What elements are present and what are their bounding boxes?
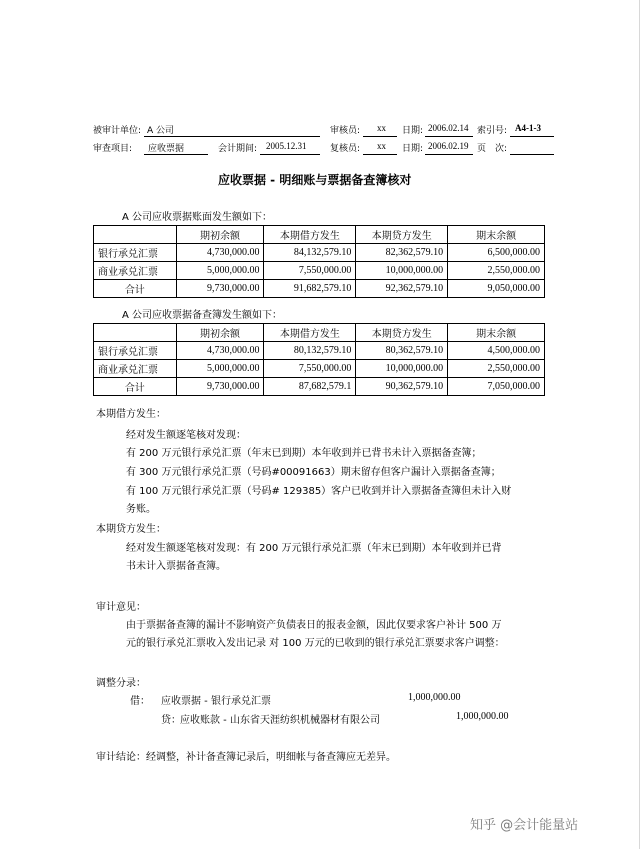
table2-header-row — [94, 324, 545, 342]
table1-caption: A 公司应收票据账面发生额如下： — [122, 212, 273, 223]
table-cell: 2,550,000.00 — [448, 262, 545, 280]
adjustment-debit-label: 借： — [130, 696, 150, 707]
table-cell: 4,730,000.00 — [176, 342, 264, 360]
recheck-value: xx — [377, 141, 386, 151]
table1-header-cell: 本期借方发生 — [264, 226, 356, 244]
table2-header-cell: 本期借方发生 — [264, 324, 356, 342]
opinion-line: 元的银行承兑汇票收入发出记录 对 100 万元的已收到的银行承兑汇票要求客户调整： — [126, 638, 505, 649]
row-label: 银行承兑汇票 — [94, 244, 177, 262]
credit-line: 书未计入票据备查簿。 — [126, 561, 226, 572]
item-label: 审查项目: — [93, 144, 133, 154]
row-label: 银行承兑汇票 — [94, 342, 177, 360]
table1-header-row — [94, 226, 545, 244]
table-cell: 82,362,579.10 — [356, 244, 448, 262]
adjustment-debit-account: 应收票据 - 银行承兑汇票 — [161, 696, 271, 707]
date-underline-1 — [425, 136, 473, 137]
table-cell: 2,550,000.00 — [448, 360, 545, 378]
table1-header-cell: 期末余额 — [448, 226, 545, 244]
period-underline — [260, 154, 320, 155]
table2-header-cell: 期初余额 — [176, 324, 264, 342]
item-underline — [144, 154, 208, 155]
row-label: 商业承兑汇票 — [94, 360, 177, 378]
table-cell: 4,500,000.00 — [448, 342, 545, 360]
table2-header-cell — [94, 324, 177, 342]
auditee-label: 被审计单位: — [93, 126, 142, 136]
debit-heading: 本期借方发生： — [96, 409, 166, 420]
table1-header-cell: 本期贷方发生 — [356, 226, 448, 244]
table1-header-cell — [94, 226, 177, 244]
index-underline — [510, 136, 554, 137]
table-cell: 7,550,000.00 — [264, 262, 356, 280]
zhihu-watermark: 知乎 @会计能量站 — [470, 818, 579, 833]
table-row — [94, 280, 545, 298]
date-value-1: 2006.02.14 — [428, 123, 469, 133]
opinion-line: 由于票据备查簿的漏计不影响资产负债表日的报表金额，因此仅要求客户补计 500 万 — [126, 620, 502, 631]
table-cell: 90,362,579.10 — [356, 378, 448, 396]
table-cell: 91,682,579.10 — [264, 280, 356, 298]
table-row — [94, 342, 545, 360]
adjustment-debit-amount: 1,000,000.00 — [408, 692, 461, 703]
date-underline-2 — [425, 154, 473, 155]
debit-line: 有 200 万元银行承兑汇票（年末已到期）本年收到并已背书未计入票据备查簿； — [126, 448, 482, 459]
table-cell: 87,682,579.1 — [264, 378, 356, 396]
reviewer-underline — [363, 136, 397, 137]
debit-line: 有 300 万元银行承兑汇票（号码#00091663）期末留存但客户漏计入票据备查簿； — [126, 467, 501, 478]
table-cell: 6,500,000.00 — [448, 244, 545, 262]
auditee-underline — [144, 136, 320, 137]
table2-header-cell: 期末余额 — [448, 324, 545, 342]
date-value-2: 2006.02.19 — [428, 141, 469, 151]
recheck-underline — [363, 154, 397, 155]
table-cell: 80,362,579.10 — [356, 342, 448, 360]
period-value: 2005.12.31 — [266, 141, 307, 151]
index-label: 索引号: — [477, 126, 508, 136]
times-underline — [510, 154, 554, 155]
table-cell: 9,730,000.00 — [176, 280, 264, 298]
table-row — [94, 360, 545, 378]
row-label: 合计 — [94, 280, 177, 298]
debit-line: 经对发生额逐笔核对发现： — [126, 430, 246, 441]
adjustment-credit-account: 应收账款 - 山东省天涯纺织机械器材有限公司 — [180, 715, 380, 726]
ledger-table — [93, 225, 545, 298]
table-cell: 7,050,000.00 — [448, 378, 545, 396]
recheck-label: 复核员: — [330, 144, 361, 154]
credit-line: 经对发生额逐笔核对发现：有 200 万元银行承兑汇票（年末已到期）本年收到并已背 — [126, 543, 502, 554]
opinion-heading: 审计意见： — [96, 602, 146, 613]
table-cell: 10,000,000.00 — [356, 262, 448, 280]
debit-line: 务账。 — [126, 504, 156, 515]
date-label-1: 日期: — [402, 126, 424, 136]
times-label: 次: — [495, 144, 508, 154]
page-title: 应收票据 - 明细账与票据备查簿核对 — [218, 173, 412, 187]
table1-header-cell: 期初余额 — [176, 226, 264, 244]
table-cell: 9,050,000.00 — [448, 280, 545, 298]
auditee-value: A 公司 — [147, 126, 175, 136]
index-value: A4-1-3 — [515, 123, 541, 133]
adjustment-heading: 调整分录： — [96, 678, 146, 689]
table-cell: 4,730,000.00 — [176, 244, 264, 262]
row-label: 合计 — [94, 378, 177, 396]
adjustment-credit-amount: 1,000,000.00 — [456, 711, 509, 722]
adjustment-credit-label: 贷： — [161, 715, 181, 726]
credit-heading: 本期贷方发生： — [96, 524, 166, 535]
table-row — [94, 244, 545, 262]
table-cell: 10,000,000.00 — [356, 360, 448, 378]
reviewer-label: 审核员: — [330, 126, 361, 136]
table-cell: 92,362,579.10 — [356, 280, 448, 298]
table-cell: 5,000,000.00 — [176, 360, 264, 378]
period-label: 会计期间: — [218, 144, 258, 154]
table-cell: 9,730,000.00 — [176, 378, 264, 396]
page-label: 页 — [477, 144, 487, 154]
item-value: 应收票据 — [148, 144, 185, 154]
table-cell: 5,000,000.00 — [176, 262, 264, 280]
debit-line: 有 100 万元银行承兑汇票（号码# 129385）客户已收到并计入票据备查簿但未计入财 — [126, 486, 512, 497]
date-label-2: 日期: — [402, 144, 424, 154]
table-cell: 84,132,579.10 — [264, 244, 356, 262]
register-table — [93, 323, 545, 396]
table-row — [94, 262, 545, 280]
audit-conclusion: 审计结论：经调整，补计备查簿记录后，明细帐与备查簿应无差异。 — [96, 752, 396, 763]
table-cell: 80,132,579.10 — [264, 342, 356, 360]
table-cell: 7,550,000.00 — [264, 360, 356, 378]
table2-header-cell: 本期贷方发生 — [356, 324, 448, 342]
reviewer-value: xx — [377, 123, 386, 133]
row-label: 商业承兑汇票 — [94, 262, 177, 280]
table2-caption: A 公司应收票据备查簿发生额如下： — [122, 310, 283, 321]
table-row — [94, 378, 545, 396]
